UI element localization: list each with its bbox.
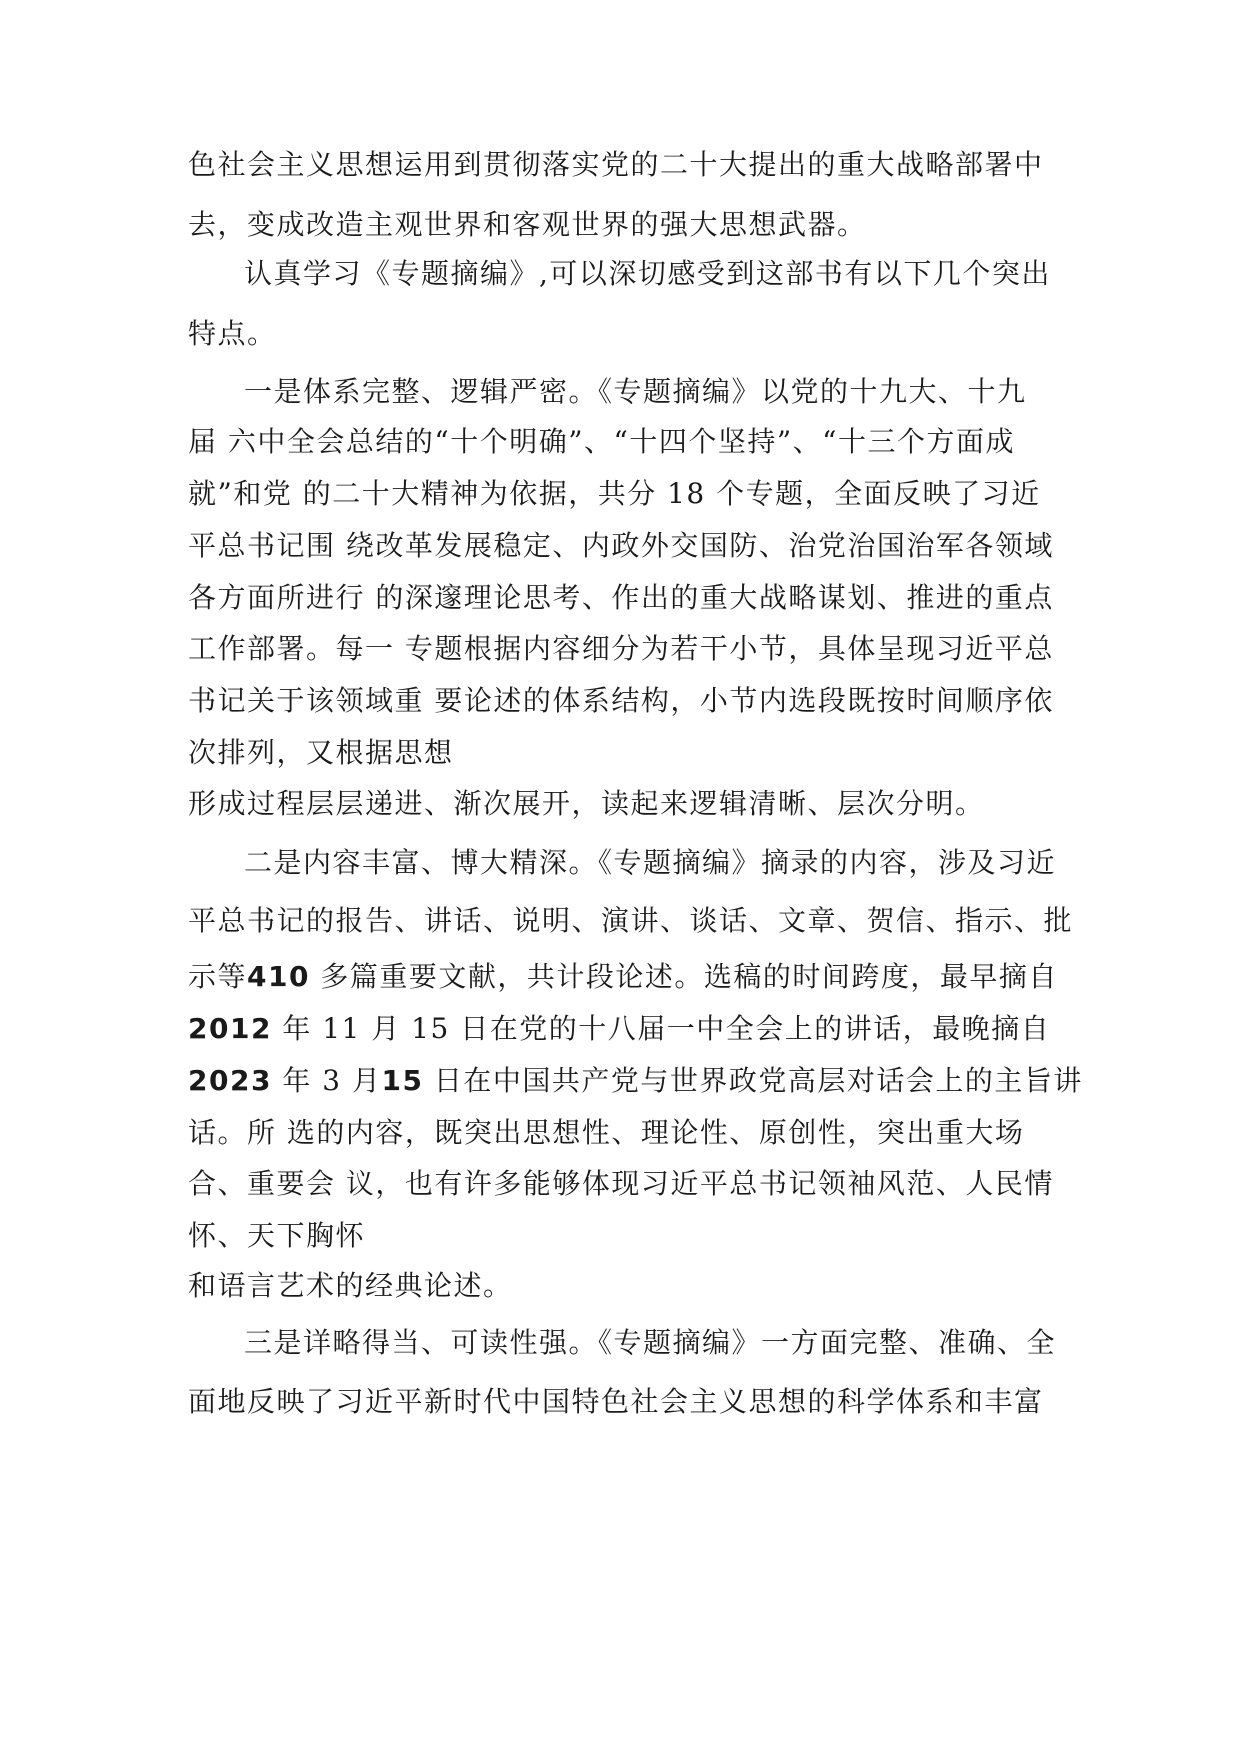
paragraph-line: 平总书记的报告、讲话、说明、演讲、谈话、文章、贺信、指示、批 (188, 904, 1074, 937)
end-day: 15 (381, 1064, 424, 1097)
text-segment: 日在中国共产党与世界政党高层对话会上的主旨讲 (423, 1064, 1083, 1097)
paragraph-line: 届 六中全会总结的“十个明确”、“十四个坚持”、“十三个方面成 (188, 425, 1015, 458)
paragraph-line: 各方面所进行 的深邃理论思考、作出的重大战略谋划、推进的重点 (188, 581, 1054, 614)
paragraph-line: 一是体系完整、逻辑严密。《专题摘编》以党的十九大、十九 (244, 375, 1027, 408)
paragraph-line: 话。所 选的内容，既突出思想性、理论性、原创性，突出重大场 (188, 1116, 1025, 1149)
paragraph-line: 特点。 (188, 317, 277, 350)
paragraph-line: 去，变成改造主观世界和客观世界的强大思想武器。 (188, 208, 867, 241)
paragraph-line: 平总书记围 绕改革发展稳定、内政外交国防、治党治国治军各领域 (188, 529, 1054, 562)
paragraph-line: 合、重要会 议，也有许多能够体现习近平总书记领袖风范、人民情 (188, 1167, 1054, 1200)
start-year: 2012 (188, 1012, 272, 1045)
paragraph-line-with-numbers (188, 1012, 1050, 1046)
paragraph-line: 三是详略得当、可读性强。《专题摘编》一方面完整、准确、全 (244, 1326, 1057, 1359)
text-segment: 示等 (188, 960, 248, 993)
text-segment: 年 11 月 15 日在党的十八届一中全会上的讲话，最晚摘自 (271, 1012, 1051, 1045)
paragraph-line: 认真学习《专题摘编》,可以深切感受到这部书有以下几个突出 (244, 257, 1051, 290)
paragraph-line: 工作部署。每一 专题根据内容细分为若干小节，具体呈现习近平总 (188, 632, 1054, 665)
text-segment: 多篇重要文献，共计段论述。选稿的时间跨度，最早摘自 (309, 960, 1058, 993)
paragraph-line: 面地反映了习近平新时代中国特色社会主义思想的科学体系和丰富 (188, 1385, 1044, 1418)
paragraph-line: 形成过程层层递进、渐次展开，读起来逻辑清晰、层次分明。 (188, 787, 985, 820)
paragraph-line: 怀、天下胸怀 (188, 1219, 366, 1252)
text-segment: 年 3 月 (271, 1064, 382, 1097)
paragraph-line-with-numbers (188, 960, 1058, 994)
paragraph-line: 色社会主义思想运用到贯彻落实党的二十大提出的重大战略部署中 (188, 148, 1044, 181)
paragraph-line: 次排列，又根据思想 (188, 736, 454, 769)
paragraph-line-with-numbers (188, 1064, 1083, 1098)
paragraph-line: 书记关于该领域重 要论述的体系结构，小节内选段既按时间顺序依 (188, 684, 1054, 717)
document-count: 410 (247, 960, 310, 993)
end-year: 2023 (188, 1064, 272, 1097)
paragraph-line: 和语言艺术的经典论述。 (188, 1269, 513, 1302)
paragraph-line: 二是内容丰富、博大精深。《专题摘编》摘录的内容，涉及习近 (244, 846, 1057, 879)
paragraph-line: 就”和党 的二十大精神为依据，共分 18 个专题，全面反映了习近 (188, 477, 1041, 510)
